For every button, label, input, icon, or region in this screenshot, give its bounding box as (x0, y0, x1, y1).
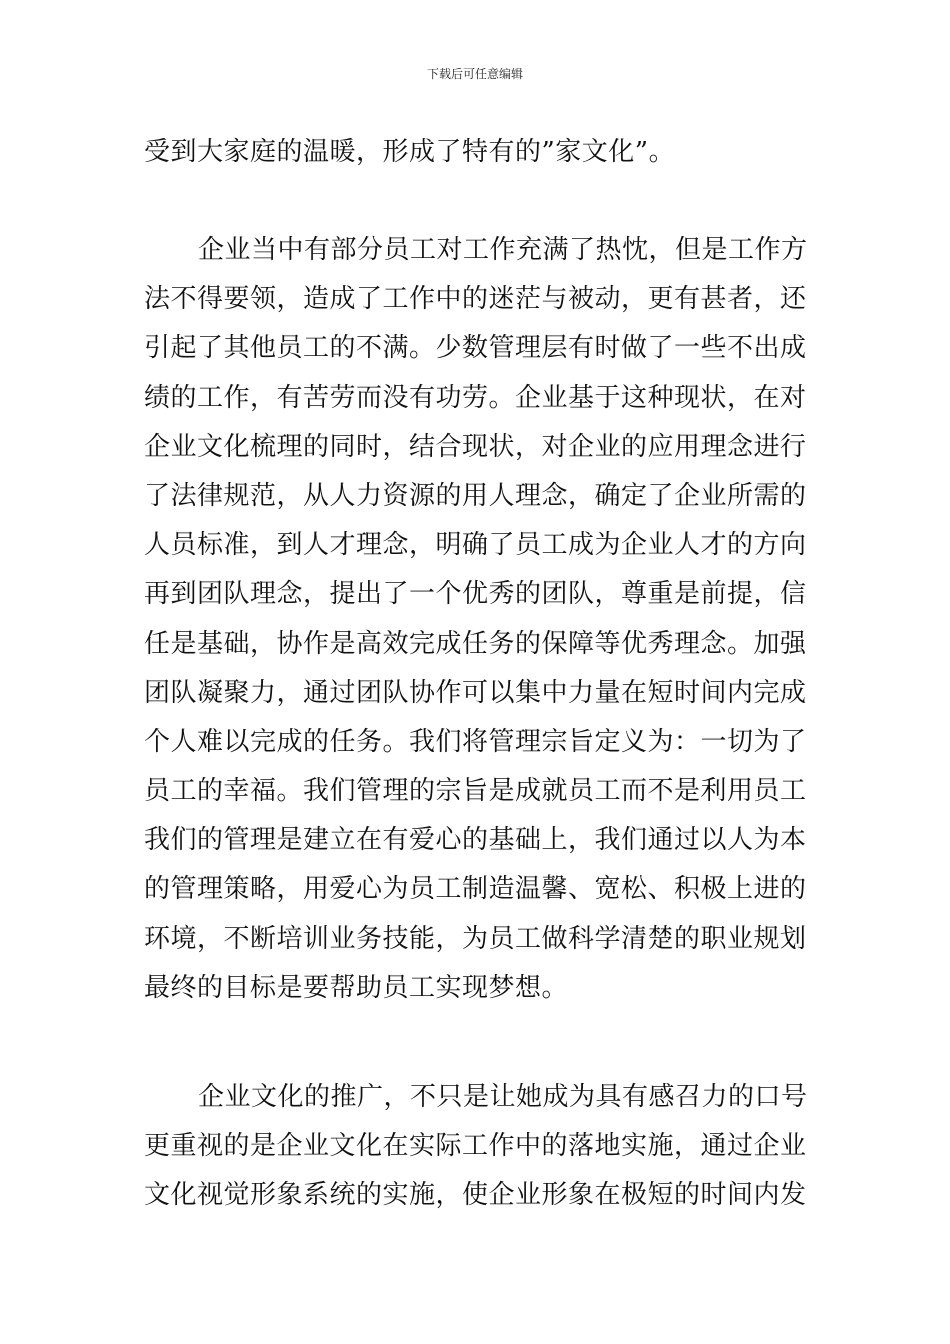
paragraph-line: 最终的目标是要帮助员工实现梦想。 (144, 972, 569, 1003)
paragraph-2 (144, 226, 809, 1013)
paragraph-line: 人员标准，到人才理念，明确了员工成为企业人才的方向 (144, 530, 807, 561)
paragraph-1 (144, 128, 809, 177)
paragraph-line: 任是基础，协作是高效完成任务的保障等优秀理念。加强 (144, 628, 807, 659)
paragraph-line: 了法律规范，从人力资源的用人理念，确定了企业所需的 (144, 480, 807, 511)
paragraph-line: 环境，不断培训业务技能，为员工做科学清楚的职业规划 (144, 923, 807, 954)
paragraph-line: 企业文化的推广，不只是让她成为具有感召力的口号 (198, 1082, 808, 1112)
paragraph-line: 团队凝聚力，通过团队协作可以集中力量在短时间内完成 (144, 677, 807, 708)
paragraph-line: 受到大家庭的温暖，形成了特有的”家文化”。 (144, 137, 676, 167)
paragraph-3 (144, 1073, 809, 1221)
page-header: 下载后可任意编辑 (426, 67, 523, 81)
paragraph-line: 绩的工作，有苦劳而没有功劳。企业基于这种现状，在对 (144, 382, 807, 413)
paragraph-line: 我们的管理是建立在有爱心的基础上，我们通过以人为本 (144, 825, 807, 856)
paragraph-line: 的管理策略，用爱心为员工制造温馨、宽松、积极上进的 (144, 874, 807, 905)
paragraph-line: 再到团队理念，提出了一个优秀的团队，尊重是前提，信 (144, 579, 807, 610)
paragraph-line: 员工的幸福。我们管理的宗旨是成就员工而不是利用员工 (144, 776, 807, 807)
paragraph-line: 企业当中有部分员工对工作充满了热忱，但是工作方 (198, 235, 808, 265)
paragraph-line: 引起了其他员工的不满。少数管理层有时做了一些不出成 (144, 333, 807, 364)
paragraph-line: 个人难以完成的任务。我们将管理宗旨定义为：一切为了 (144, 726, 807, 757)
paragraph-line: 文化视觉形象系统的实施，使企业形象在极短的时间内发 (144, 1180, 807, 1211)
paragraph-line: 法不得要领，造成了工作中的迷茫与被动，更有甚者，还 (144, 284, 807, 315)
paragraph-line: 更重视的是企业文化在实际工作中的落地实施，通过企业 (144, 1131, 807, 1162)
paragraph-line: 企业文化梳理的同时，结合现状，对企业的应用理念进行 (144, 431, 807, 462)
